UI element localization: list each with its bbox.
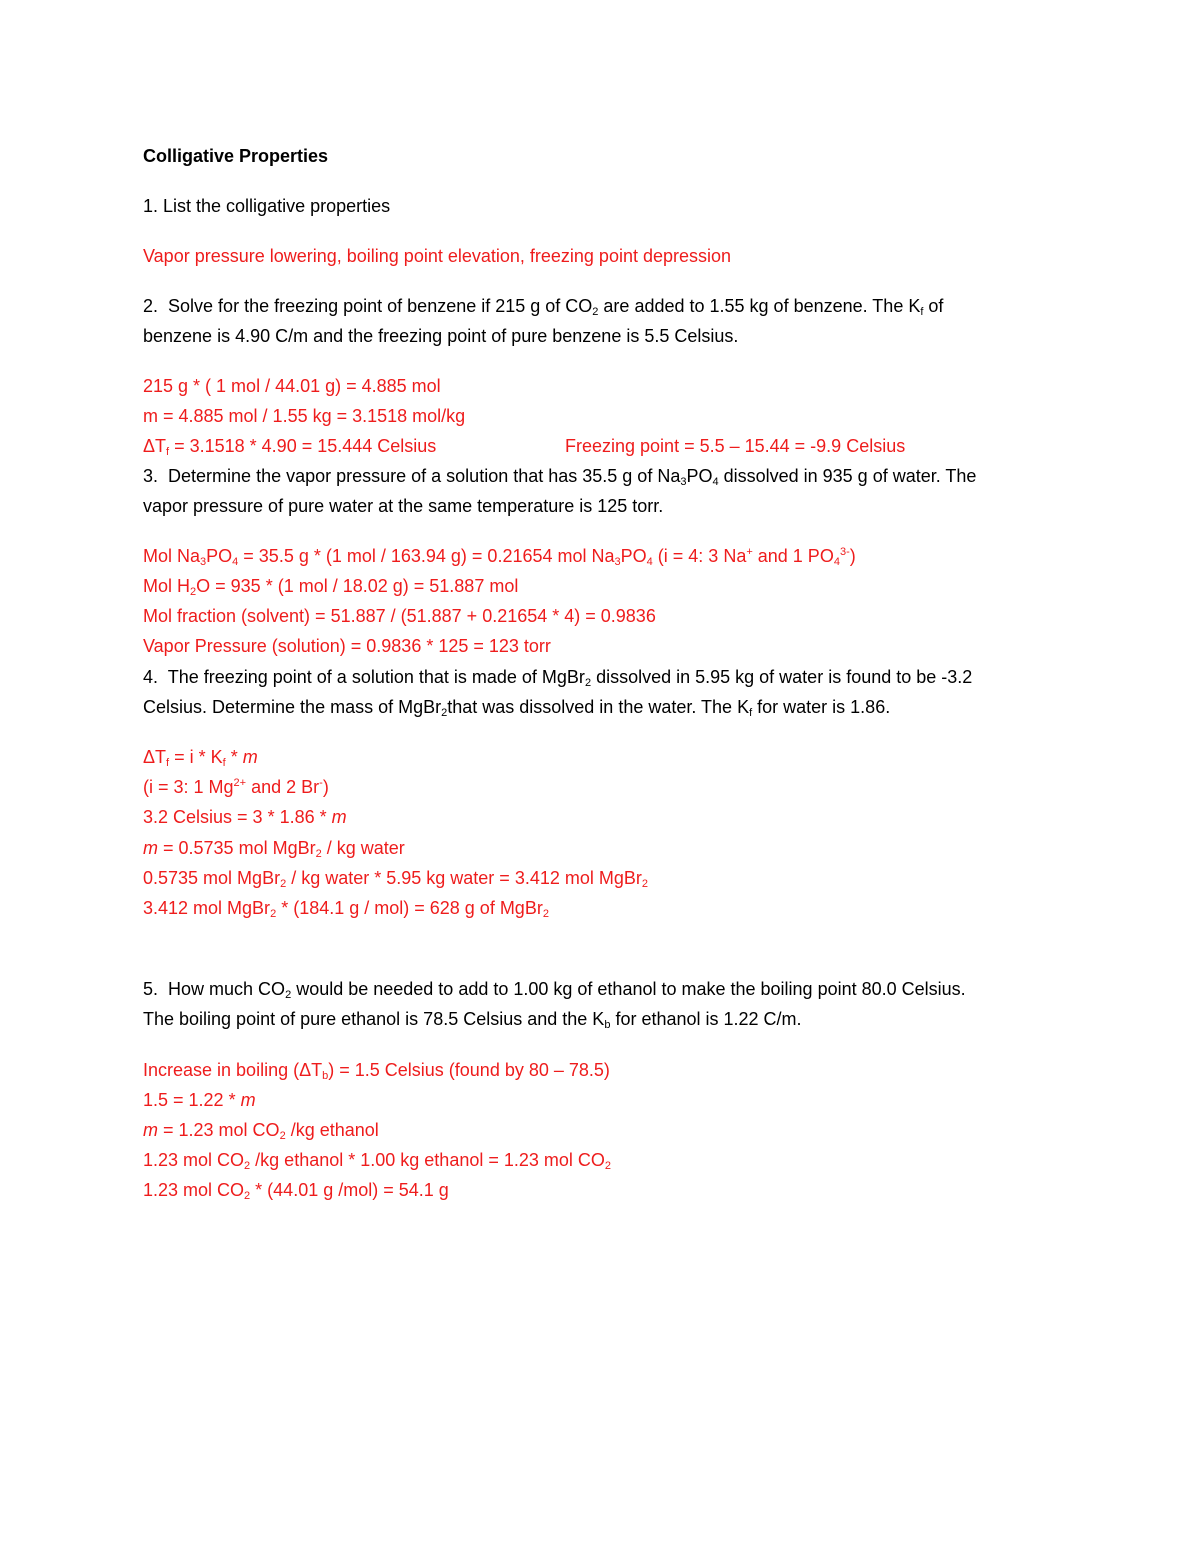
answer-4-line-4: m = 0.5735 mol MgBr$_2$ / kg water — [143, 838, 405, 860]
question-2-line-2: benzene is 4.90 C/m and the freezing point of pure benzene is 5.5 Celsius. — [143, 326, 739, 346]
answer-5-line-4: 1.23 mol $CO_2$ /kg ethanol * 1.00 kg ethanol = 1.23 mol $CO_2$ — [143, 1150, 612, 1172]
answer-2-line-3: $\Delta T_f = 3.1518 * 4.90 = 15.444$ Celsius Freezing point = 5.5 – 15.44 = -9.9 Celsius — [143, 436, 906, 458]
question-5-line-1: 5. How much $CO_2$ would be needed to add to 1.00 kg of ethanol to make the boiling point 80.0 Celsius. — [143, 979, 966, 1001]
question-1: 1. List the colligative properties — [143, 196, 391, 216]
answer-4-line-6: 3.412 mol MgBr$_2$ * (184.1 g / mol) = 628 g of MgBr$_2$ — [143, 898, 549, 920]
answer-3-line-3: Mol fraction (solvent) = 51.887 / (51.887 + 0.21654 * 4) = 0.9836 — [143, 606, 656, 626]
question-2-line-1: 2. Solve for the freezing point of benzene if 215 g of $CO_2$ are added to 1.55 kg of benzene. The $K_f$ of — [143, 296, 944, 318]
question-number: 3. — [143, 466, 159, 486]
answer-2-freezing-point: Freezing point = 5.5 – 15.44 = -9.9 Celsius — [565, 436, 906, 456]
answer-3-line-2: Mol $H_2O = 935 * (1$ mol / 18.02 g) = 51.887 mol — [143, 576, 519, 598]
question-4-line-1: 4. The freezing point of a solution that is made of MgBr$_2$ dissolved in 5.95 kg of water is found to be -3.2 — [143, 667, 973, 689]
answer-4-line-3: 3.2 Celsius = 3 * 1.86 * m — [143, 807, 347, 827]
answer-4-line-1: $\Delta T_f = i * K_f * m$ — [143, 747, 258, 769]
answer-2-line-1: 215 g * ( 1 mol / 44.01 g) = 4.885 mol — [143, 376, 441, 396]
answer-2-line-2: m = 4.885 mol / 1.55 kg = 3.1518 mol/kg — [143, 406, 466, 426]
answer-4-line-5: 0.5735 mol MgBr$_2$ / kg water * 5.95 kg water = 3.412 mol MgBr$_2$ — [143, 868, 648, 890]
question-3-line-2: vapor pressure of pure water at the same temperature is 125 torr. — [143, 496, 664, 516]
page-title: Colligative Properties — [143, 146, 329, 166]
question-number: 4. — [143, 667, 159, 687]
answer-3-line-1: Mol $Na_3PO_4 = 35.5$ g * (1 mol / 163.94 g) = 0.21654 mol $Na_3PO_4$ (i = 4: 3 Na+ and 1 $PO_4^{3-}$) — [143, 546, 856, 568]
answer-5-line-5: 1.23 mol $CO_2 * (44.01$ g /mol) = 54.1 g — [143, 1180, 449, 1202]
question-3-line-1: 3. Determine the vapor pressure of a solution that has 35.5 g of $Na_3PO_4$ dissolved in 935 g of water. The — [143, 466, 977, 488]
answer-4-line-2: (i = 3: 1 $Mg^{2+}$ and 2 Br-) — [143, 777, 329, 797]
answer-5-line-3: m = 1.23 mol $CO_2$ /kg ethanol — [143, 1120, 379, 1142]
answer-1: Vapor pressure lowering, boiling point elevation, freezing point depression — [143, 246, 732, 266]
answer-3-line-4: Vapor Pressure (solution) = 0.9836 * 125 = 123 torr — [143, 636, 551, 656]
question-4-line-2: Celsius. Determine the mass of MgBr$_2$that was dissolved in the water. The $K_f$ for water is 1.86. — [143, 697, 891, 719]
answer-5-line-1: Increase in boiling $(\Delta T_b) = 1.5$ Celsius (found by 80 – 78.5) — [143, 1060, 610, 1082]
question-5-line-2: The boiling point of pure ethanol is 78.5 Celsius and the $K_b$ for ethanol is 1.22 C/m. — [143, 1009, 802, 1031]
question-number: 2. — [143, 296, 159, 316]
answer-5-line-2: 1.5 = 1.22 * m — [143, 1090, 256, 1110]
question-number: 5. — [143, 979, 159, 999]
